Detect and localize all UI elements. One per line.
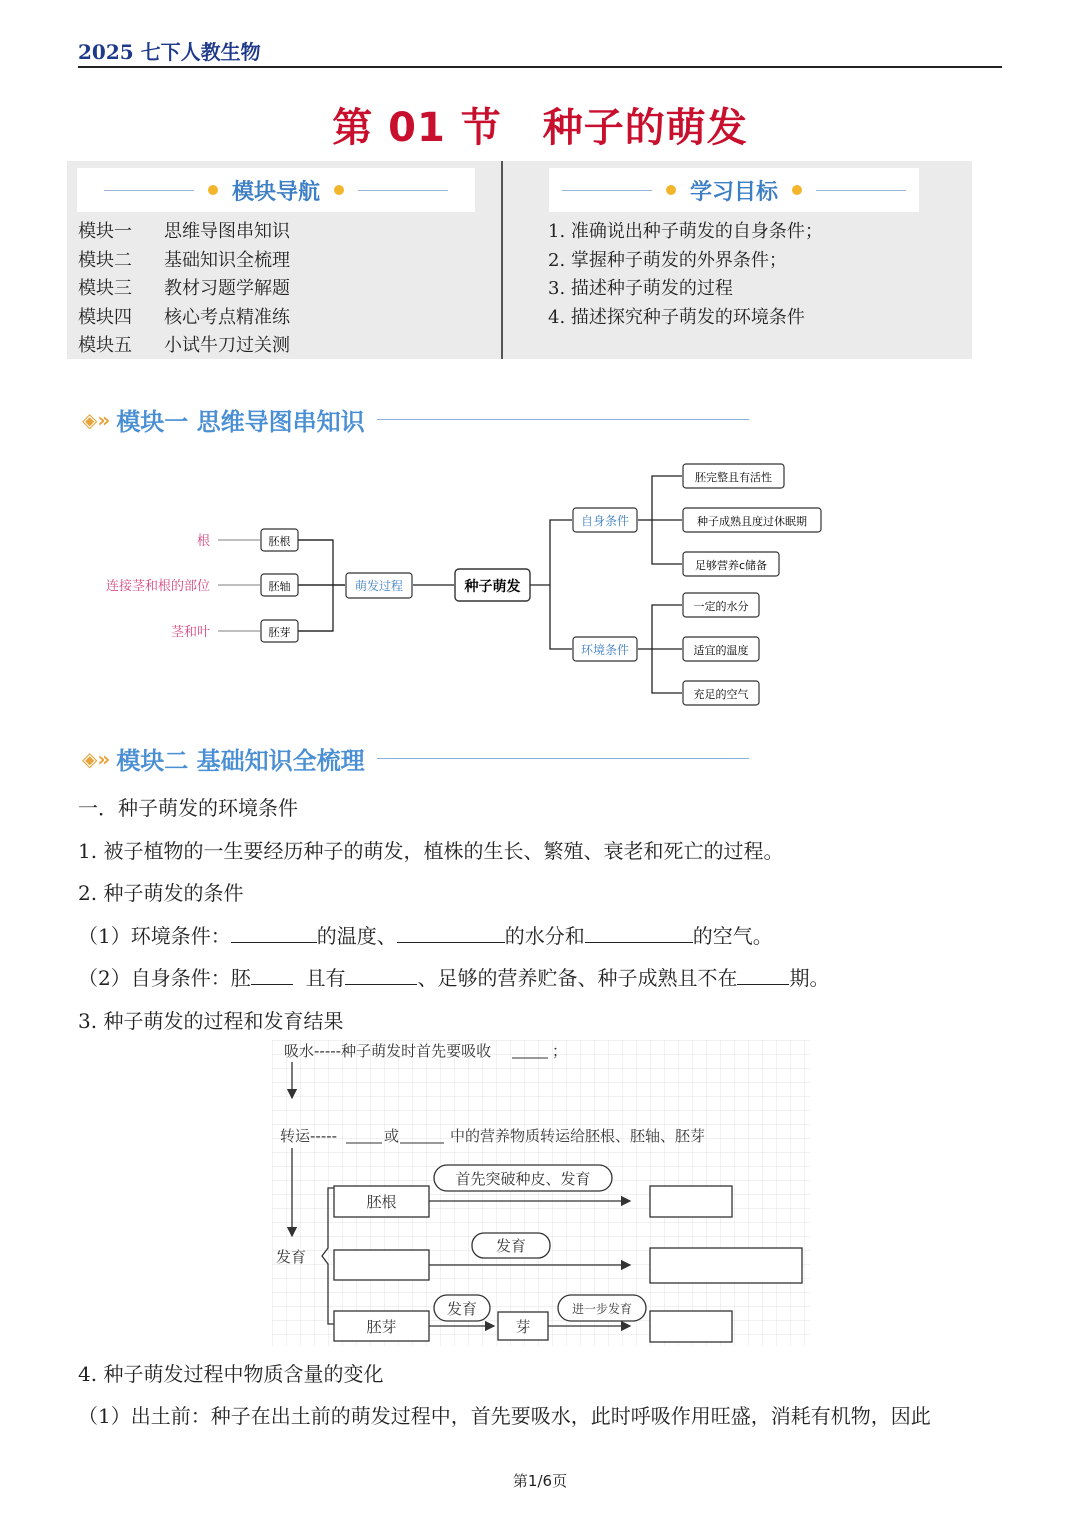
dot-icon xyxy=(334,185,344,195)
text: 中的营养物质转运给胚根、胚轴、胚芽 xyxy=(450,1127,706,1145)
node-env-item xyxy=(683,637,759,661)
plumule-note: 发育 xyxy=(446,1300,478,1318)
text: 的温度、 xyxy=(316,924,397,948)
nav-item-text: 教材习题学解题 xyxy=(164,278,290,299)
nav-item-key: 模块四 xyxy=(78,306,132,328)
section-title: 模块二 基础知识全梳理 xyxy=(116,747,365,775)
germination-flow-diagram xyxy=(272,1040,810,1346)
section-heading-2 xyxy=(82,741,749,776)
mind-map-diagram xyxy=(80,455,840,715)
text: 、足够的营养贮备、种子成熟且不在 xyxy=(417,966,738,990)
node-self-conditions xyxy=(573,508,637,532)
paragraph: 3. 种子萌发的过程和发育结果 xyxy=(78,1009,344,1033)
nav-item-text: 基础知识全梳理 xyxy=(164,249,290,271)
text: 或 xyxy=(384,1127,400,1145)
plumule-box-label: 胚芽 xyxy=(366,1318,397,1336)
node-hypocotyl xyxy=(261,574,298,596)
decor-line xyxy=(816,190,906,191)
text: （2）自身条件：胚 xyxy=(78,966,251,990)
bud-box-label: 芽 xyxy=(515,1318,531,1336)
node-env-conditions xyxy=(573,637,637,661)
node-self-item xyxy=(683,508,821,532)
node-label: 胚根 xyxy=(268,535,291,548)
node-self-item xyxy=(683,552,779,576)
nav-item-key: 模块五 xyxy=(78,335,132,356)
section-underline xyxy=(377,419,749,420)
absorb-label: 吸水-----种子萌发时首先要吸收 xyxy=(284,1042,492,1060)
part-label-hypocotyl: 连接茎和根的部位 xyxy=(105,579,210,594)
goal-item: 4. 描述探究种子萌发的环境条件 xyxy=(548,306,805,328)
dot-icon xyxy=(208,185,218,195)
answer-blank[interactable] xyxy=(737,966,789,985)
nav-item-key: 模块二 xyxy=(78,249,132,271)
part-label-stem-leaf: 茎和叶 xyxy=(170,625,210,640)
part-label-root: 根 xyxy=(196,534,210,549)
further-note: 进一步发育 xyxy=(571,1302,633,1316)
node-label: 胚芽 xyxy=(268,626,291,639)
section-heading-1 xyxy=(82,402,749,437)
page-number: 第1/6页 xyxy=(512,1472,568,1490)
nav-item-text: 小试牛刀过关测 xyxy=(164,335,290,356)
nav-title: 模块导航 xyxy=(231,179,320,205)
decor-line xyxy=(358,190,448,191)
page-title: 第 01 节 种子的萌发 xyxy=(332,105,748,151)
section-title: 模块一 思维导图串知识 xyxy=(116,408,365,436)
nav-item[interactable] xyxy=(78,247,290,276)
diamond-arrows-icon: ◈» xyxy=(82,746,111,771)
answer-blank[interactable] xyxy=(345,966,417,985)
node-label: 足够营养c储备 xyxy=(694,559,768,572)
decor-line xyxy=(104,190,194,191)
subheading: 一．种子萌发的环境条件 xyxy=(78,796,298,820)
node-env-item xyxy=(683,681,759,705)
dot-icon xyxy=(666,185,676,195)
header-divider xyxy=(78,66,1002,68)
text: 的水分和 xyxy=(504,924,585,948)
middle-note: 发育 xyxy=(495,1237,527,1255)
paragraph: （1）出土前：种子在出土前的萌发过程中，首先要吸水，此时呼吸作用旺盛，消耗有机物，因此 xyxy=(78,1404,931,1428)
node-self-item xyxy=(683,464,784,488)
radicle-note: 首先突破种皮、发育 xyxy=(455,1170,591,1188)
nav-item[interactable] xyxy=(78,304,290,333)
decor-line xyxy=(562,190,652,191)
node-label: 自身条件 xyxy=(580,514,630,528)
nav-item-text: 思维导图串知识 xyxy=(164,221,290,242)
transport-label: 转运----- xyxy=(280,1127,338,1145)
paragraph: 1. 被子植物的一生要经历种子的萌发，植株的生长、繁殖、衰老和死亡的过程。 xyxy=(78,839,784,863)
nav-title-pill xyxy=(77,168,475,212)
nav-item-key: 模块三 xyxy=(78,278,132,299)
nav-item[interactable] xyxy=(78,218,290,247)
paragraph: 4. 种子萌发过程中物质含量的变化 xyxy=(78,1362,384,1386)
answer-blank[interactable] xyxy=(585,924,693,943)
nav-item[interactable] xyxy=(78,332,290,361)
node-label: 环境条件 xyxy=(580,643,630,657)
node-env-item xyxy=(683,593,759,617)
section-underline xyxy=(377,758,749,759)
text: （1）环境条件： xyxy=(78,924,231,948)
develop-label: 发育 xyxy=(276,1248,307,1266)
node-label: 种子萌发 xyxy=(464,579,521,595)
answer-blank[interactable] xyxy=(231,924,317,943)
panel-divider xyxy=(501,161,503,359)
nav-item-key: 模块一 xyxy=(78,221,132,242)
goals-title-pill xyxy=(549,168,919,212)
goal-item: 2. 掌握种子萌发的外界条件； xyxy=(548,249,787,271)
document-header-title: 2025 七下人教生物 xyxy=(78,40,261,64)
dot-icon xyxy=(792,185,802,195)
node-label: 一定的水分 xyxy=(693,600,749,613)
paragraph: 2. 种子萌发的条件 xyxy=(78,881,244,905)
fill-in-line-self xyxy=(78,962,829,991)
nav-item-text: 核心考点精准练 xyxy=(164,306,290,328)
goal-item: 1. 准确说出种子萌发的自身条件； xyxy=(548,221,823,242)
node-label: 胚轴 xyxy=(268,580,291,593)
text: 的空气。 xyxy=(692,924,773,948)
node-center xyxy=(455,569,530,601)
node-label: 胚完整且有活性 xyxy=(695,471,772,484)
text: 期。 xyxy=(789,966,830,990)
answer-blank[interactable] xyxy=(397,924,505,943)
goals-title: 学习目标 xyxy=(689,179,778,205)
node-label: 萌发过程 xyxy=(354,579,404,593)
diamond-arrows-icon: ◈» xyxy=(82,407,111,432)
node-label: 适宜的温度 xyxy=(693,644,749,657)
node-label: 充足的空气 xyxy=(693,688,749,701)
node-plumule xyxy=(261,620,298,642)
goal-item: 3. 描述种子萌发的过程 xyxy=(548,278,733,299)
goals-list xyxy=(548,218,823,332)
node-radicle xyxy=(261,529,298,551)
text: ； xyxy=(552,1042,568,1060)
text: 且有 xyxy=(305,966,346,990)
nav-item[interactable] xyxy=(78,275,290,304)
node-process xyxy=(346,573,412,598)
radicle-box-label: 胚根 xyxy=(366,1193,397,1211)
fill-in-line-env xyxy=(78,920,773,949)
answer-blank[interactable] xyxy=(251,966,293,985)
node-label: 种子成熟且度过休眠期 xyxy=(697,515,807,528)
nav-list xyxy=(78,218,290,361)
